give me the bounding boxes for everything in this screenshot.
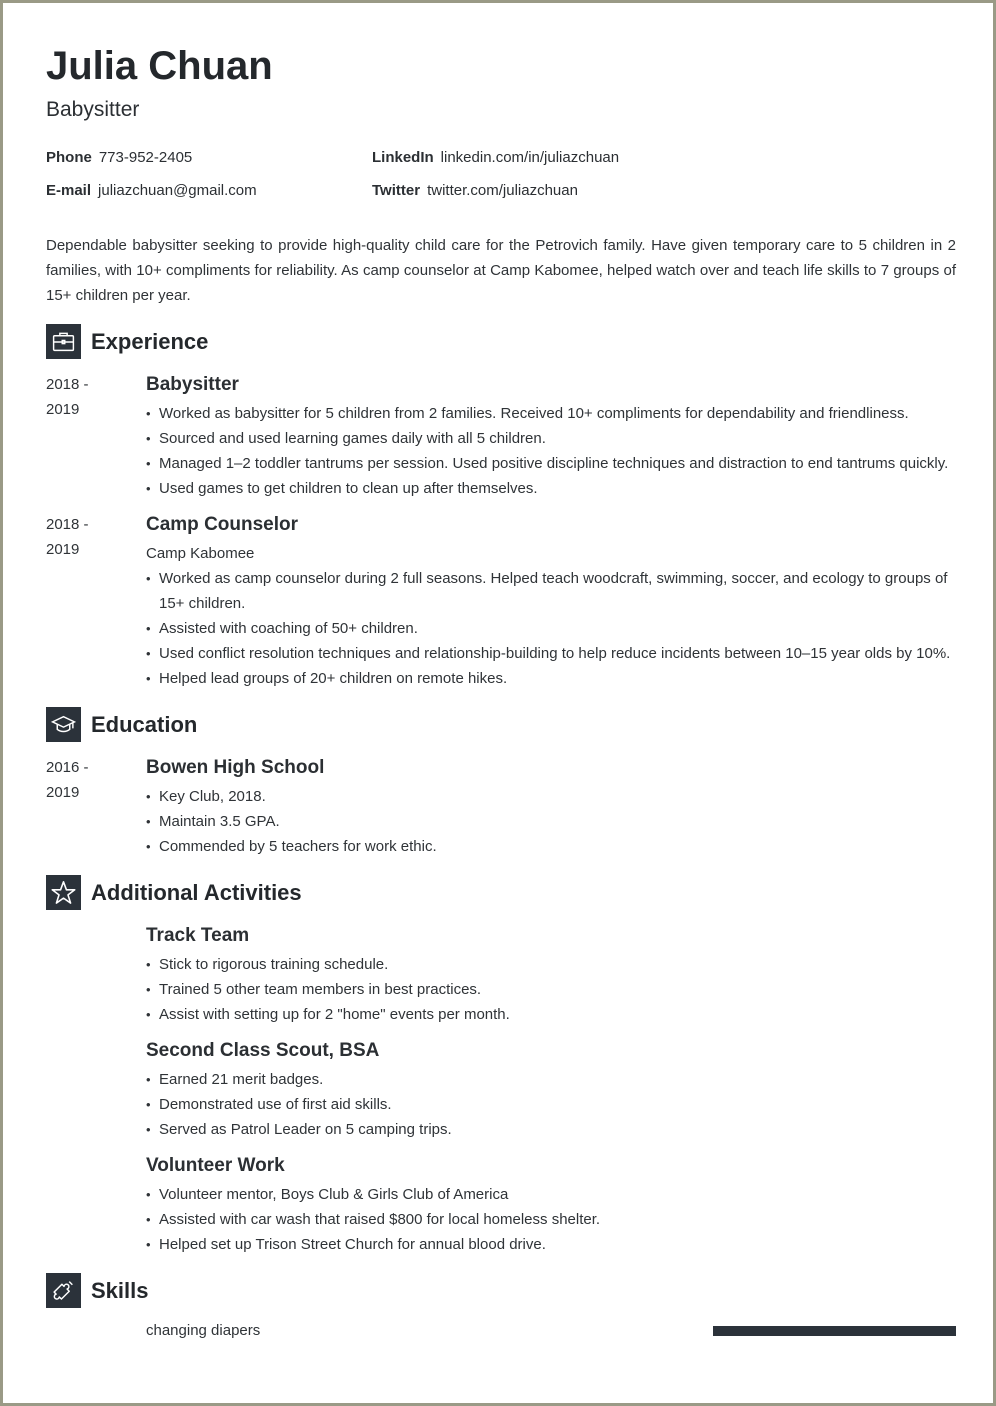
date-end: 2019: [46, 784, 80, 801]
bullet-item: • Sourced and used learning games daily with all 5 children.: [146, 426, 956, 451]
bullet-item: • Demonstrated use of first aid skills.: [146, 1092, 956, 1117]
candidate-name: Julia Chuan: [46, 44, 273, 88]
activity-bullets: [146, 1182, 956, 1257]
bullet-item: • Served as Patrol Leader on 5 camping trips.: [146, 1117, 956, 1142]
twitter-label: Twitter: [372, 182, 421, 199]
bullet-item: • Managed 1–2 toddler tantrums per session. Used positive discipline techniques and distraction to end tantrums quickly.: [146, 451, 956, 476]
bullet-item: • Earned 21 merit badges.: [146, 1067, 956, 1092]
bullet-item: • Trained 5 other team members in best practices.: [146, 977, 956, 1002]
bullet-item: • Stick to rigorous training schedule.: [146, 952, 956, 977]
bullet-item: • Key Club, 2018.: [146, 784, 956, 809]
activity-bullets: [146, 952, 956, 1027]
contact-linkedin: [372, 148, 619, 168]
bullet-item: • Helped lead groups of 20+ children on remote hikes.: [146, 666, 956, 691]
contact-phone: [46, 148, 192, 168]
bullet-item: • Used conflict resolution techniques and relationship-building to help reduce incidents between 10–15 year olds by 10%.: [146, 641, 956, 666]
puzzle-icon: [46, 1273, 81, 1308]
email-label: E-mail: [46, 182, 92, 199]
skills-title: Skills: [91, 1278, 149, 1303]
bullet-item: • Helped set up Trison Street Church for annual blood drive.: [146, 1232, 956, 1257]
activities-title: Additional Activities: [91, 880, 302, 905]
email-value[interactable]: juliazchuan@gmail.com: [98, 182, 257, 199]
date-start: 2016 -: [46, 759, 89, 776]
star-icon: [46, 875, 81, 910]
graduation-cap-icon: [46, 707, 81, 742]
education-bullets: [146, 784, 956, 859]
activity-title: Second Class Scout, BSA: [146, 1040, 380, 1061]
experience-title: Experience: [91, 329, 209, 354]
twitter-value[interactable]: twitter.com/juliazchuan: [427, 182, 578, 199]
job-organization: Camp Kabomee: [146, 545, 255, 562]
linkedin-value[interactable]: linkedin.com/in/juliazchuan: [440, 149, 620, 166]
bullet-item: • Assist with setting up for 2 "home" events per month.: [146, 1002, 956, 1027]
summary-paragraph: Dependable babysitter seeking to provide high-quality child care for the Petrovich family. Have given temporary care to 5 children in 2 families, with 10+ compliments for reliability. As camp counselor at Camp Kabomee, helped watch over and teach life skills to 7 groups of 15+ children per year.: [46, 237, 956, 304]
education-dates: [46, 755, 116, 805]
date-start: 2018 -: [46, 516, 89, 533]
bullet-item: • Assisted with car wash that raised $800 for local homeless shelter.: [146, 1207, 956, 1232]
job-bullets: [146, 401, 956, 501]
skill-name: changing diapers: [146, 1322, 261, 1339]
bullet-item: • Used games to get children to clean up after themselves.: [146, 476, 956, 501]
experience-dates: [46, 512, 116, 562]
candidate-role: Babysitter: [46, 98, 140, 121]
bullet-item: • Assisted with coaching of 50+ children.: [146, 616, 956, 641]
linkedin-label: LinkedIn: [372, 149, 434, 166]
date-end: 2019: [46, 541, 80, 558]
experience-dates: [46, 372, 116, 422]
date-end: 2019: [46, 401, 80, 418]
education-title: Education: [91, 712, 198, 737]
contact-email: [46, 181, 257, 201]
bullet-item: • Worked as babysitter for 5 children from 2 families. Received 10+ compliments for dependability and friendliness.: [146, 401, 956, 426]
phone-value: 773-952-2405: [98, 149, 193, 166]
contact-twitter: [372, 181, 578, 201]
skill-level-bar: [713, 1326, 956, 1336]
job-title: Camp Counselor: [146, 514, 299, 535]
job-title: Babysitter: [146, 374, 239, 395]
school-name: Bowen High School: [146, 757, 325, 778]
bullet-item: • Commended by 5 teachers for work ethic.: [146, 834, 956, 859]
briefcase-icon: [46, 324, 81, 359]
activity-title: Track Team: [146, 925, 250, 946]
phone-label: Phone: [46, 149, 92, 166]
bullet-item: • Volunteer mentor, Boys Club & Girls Club of America: [146, 1182, 956, 1207]
date-start: 2018 -: [46, 376, 89, 393]
bullet-item: • Worked as camp counselor during 2 full seasons. Helped teach woodcraft, swimming, soccer, and ecology to groups of 15+ children.: [146, 566, 956, 616]
bullet-item: • Maintain 3.5 GPA.: [146, 809, 956, 834]
activity-title: Volunteer Work: [146, 1155, 285, 1176]
job-bullets: [146, 566, 956, 691]
activity-bullets: [146, 1067, 956, 1142]
